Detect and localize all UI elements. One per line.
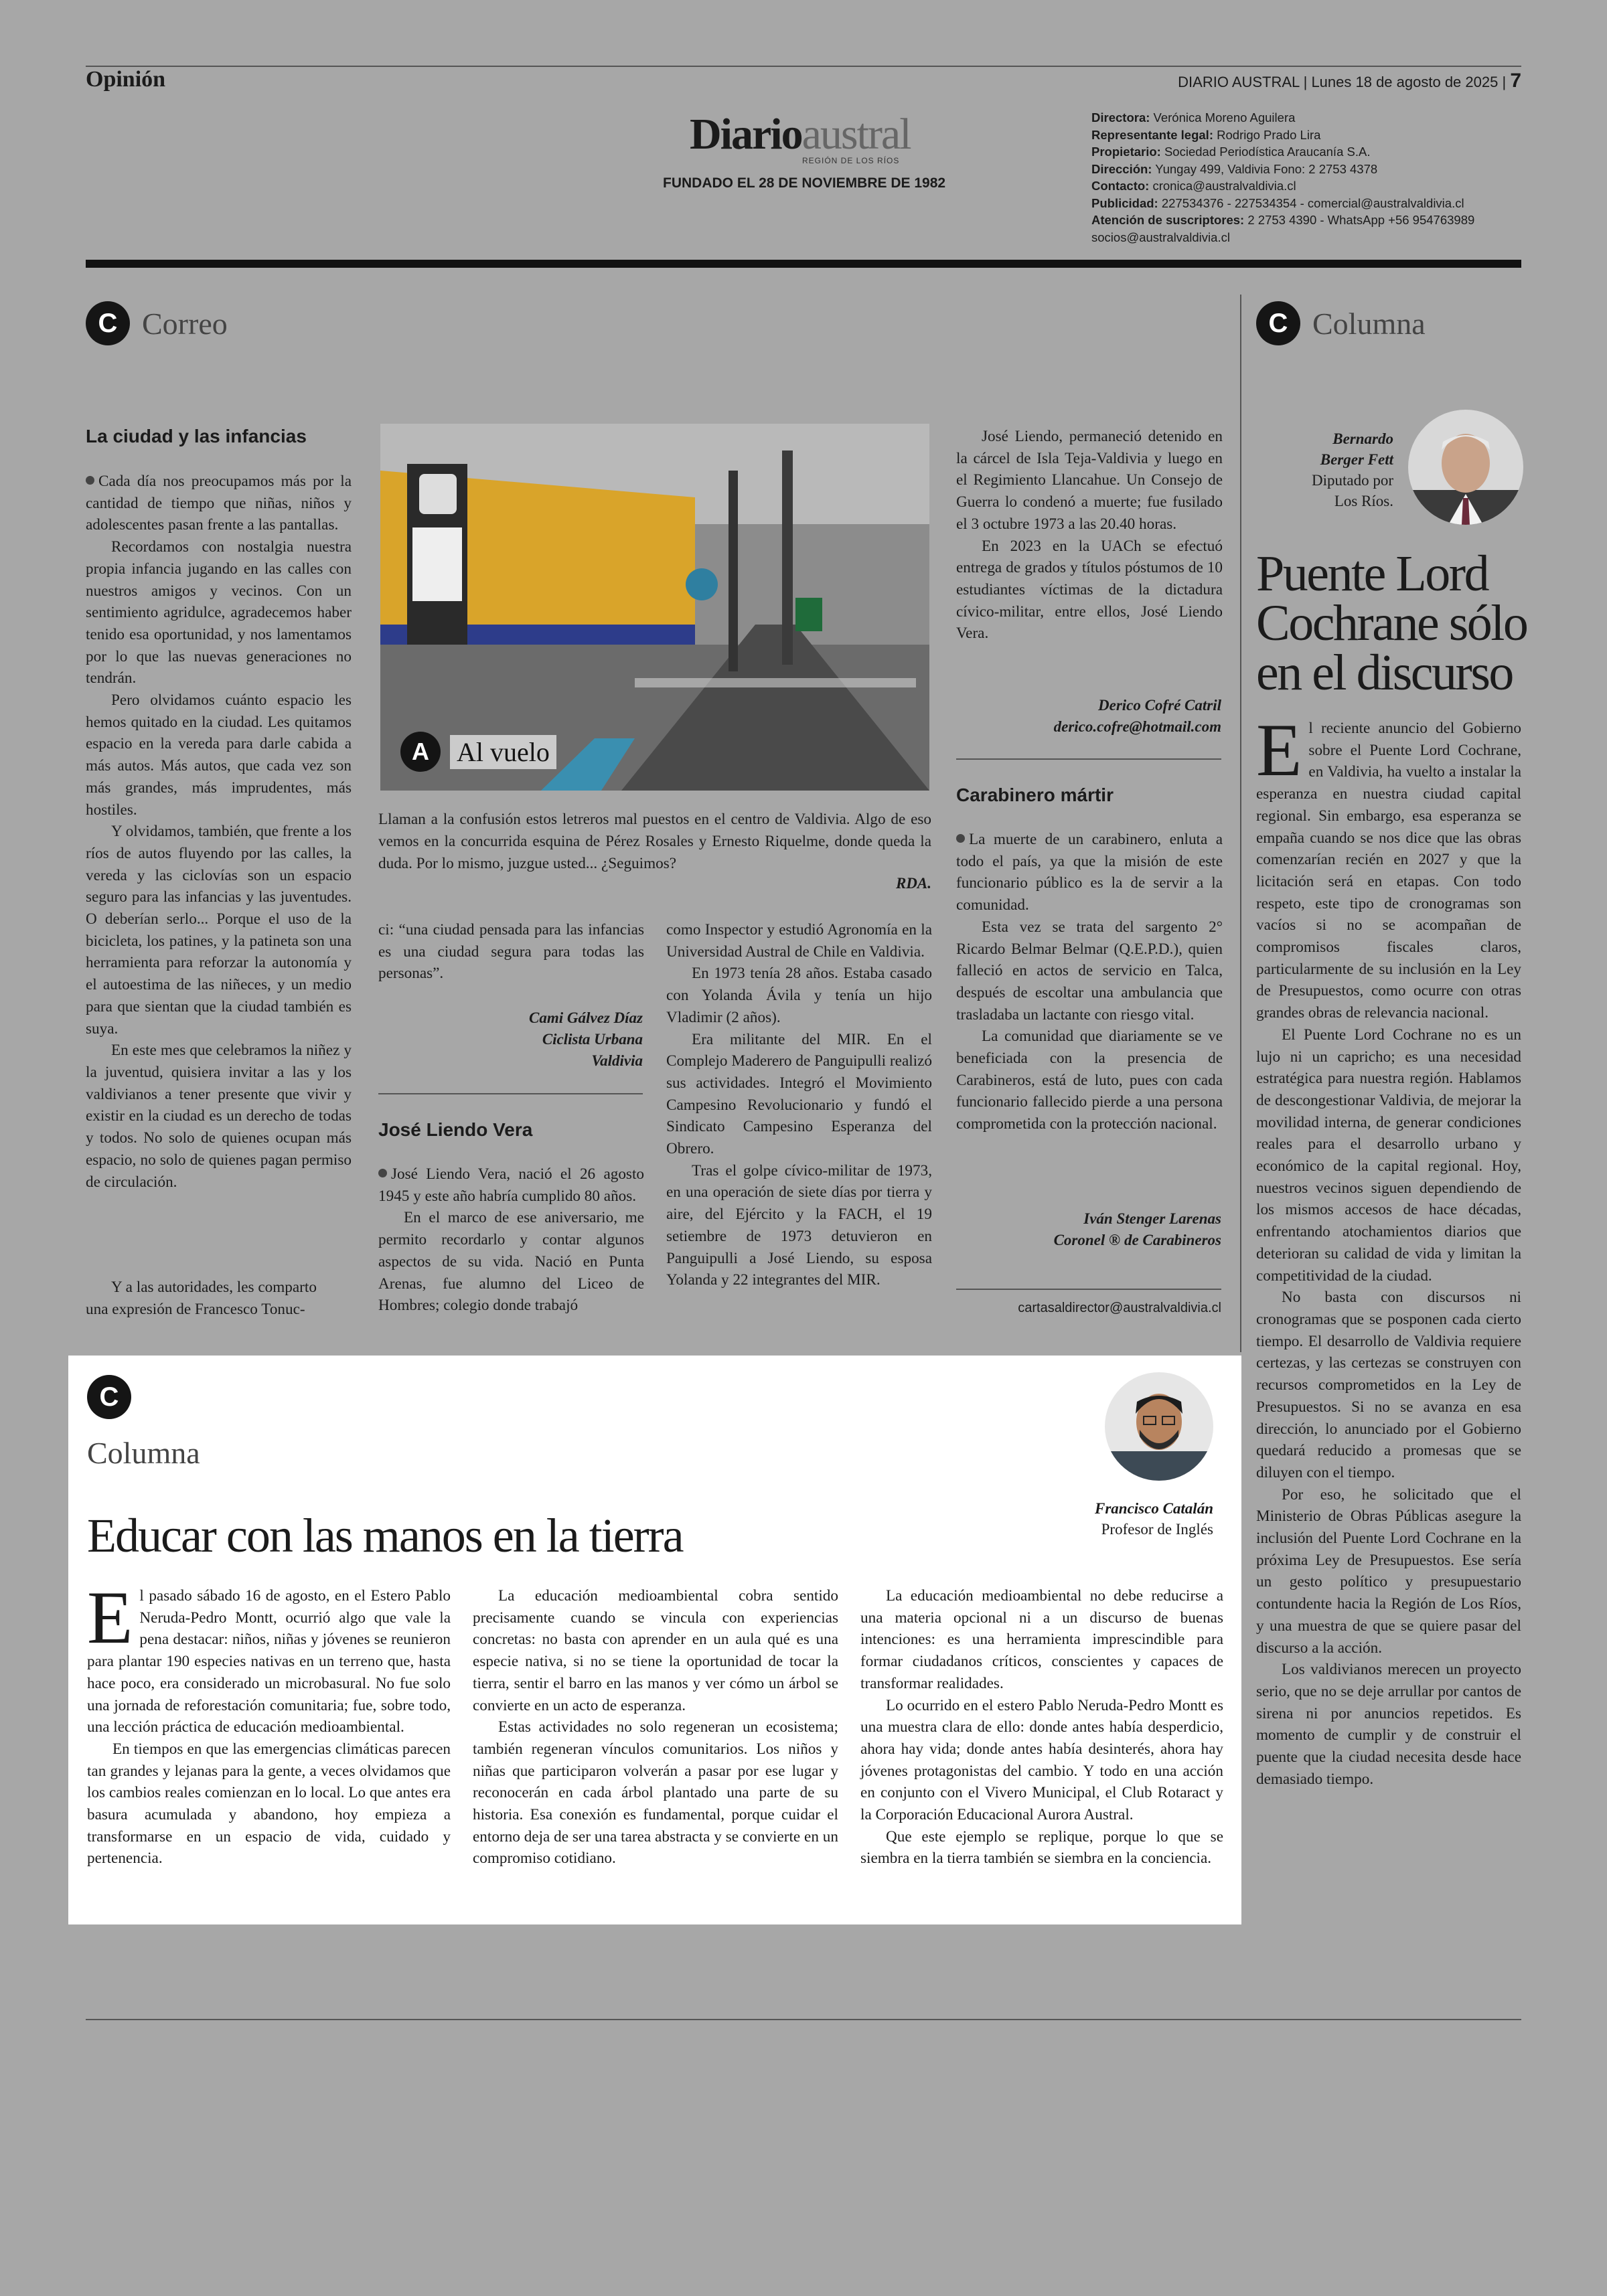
paragraph: Pero olvidamos cuánto espacio les hemos quitado en la ciudad. Les quitamos espacio en la vereda para darle cabida a más autos. Más autos, que cada vez son más grandes, más imprudentes, más hostiles. (86, 691, 352, 819)
column-body (1256, 709, 1521, 1790)
section-title: Correo (142, 306, 228, 341)
paragraph: Estas actividades no solo regeneran un ecosistema; también regeneran vínculos comunitarios. Los niños y niñas que participaron volverán a pasar por ese lugar y reconocerán en cada árbol plantado una parte de su historia. Esa conexión es fundamental, porque cuidar el entorno deja de ser una tarea abstracta y se convierte en un compromiso cotidiano. (473, 1718, 838, 1868)
staff-line: Representante legal: Rodrigo Prado Lira (1091, 127, 1321, 142)
avatar (1408, 410, 1523, 525)
staff-line: Directora: Verónica Moreno Aguilera (1091, 110, 1296, 125)
page-number: 7 (1510, 70, 1521, 92)
paragraph: Lo ocurrido en el estero Pablo Neruda-Pedro Montt es una muestra clara de ello: donde antes había desperdicio, ahora hay vida; donde antes había desinterés, ahora hay jóvenes protagonistas del cambio. Y todo en una acción en conjunto con el Vivero Municipal, el Club Rotaract y la Corporación Educacional Aurora Austral. (860, 1696, 1223, 1824)
paragraph: Por eso, he solicitado que el Ministerio de Obras Públicas asegure la inclusión del Puente Lord Cochrane en la próxima Ley de Presupuestos. Ese sería un gesto político y presupuestario contundente hacia la Región de Los Ríos, y una muestra de que se quiere pasar del discurso a la acción. (1256, 1485, 1521, 1657)
letter-signature (956, 1208, 1221, 1251)
staff-line: socios@australvaldivia.cl (1091, 230, 1230, 244)
letter-body-end (378, 919, 644, 985)
al-vuelo-label (400, 732, 556, 772)
paragraph: El reciente anuncio del Gobierno sobre el Puente Lord Cochrane, en Valdivia, ha vuelto a instalar la esperanza en nuestra ciudad capital regional. Sin embargo, esa esperanza se empaña cuando se nos dice que las obras comenzarían recién en 2027 y que la licitación será en etapas. Con todo respeto, este tipo de cronogramas son vacíos si no se acompañan de compromisos fiscales claros, particularmente de su inclusión en la Ley de Presupuestos, como ocurre con otras grandes obras de relevancia nacional. (1256, 709, 1521, 1022)
column-body-col2 (473, 1585, 838, 1870)
author-byline (958, 1498, 1213, 1540)
paragraph: Que este ejemplo se replique, porque lo que se siembra en la tierra también se siembra en la conciencia. (860, 1827, 1223, 1868)
photo-badge: A (400, 732, 441, 772)
paragraph: como Inspector y estudió Agronomía en la Universidad Austral de Chile en Valdivia. (666, 921, 932, 961)
signature-city: Valdivia (591, 1052, 643, 1069)
paragraph: ci: “una ciudad pensada para las infancias es una ciudad segura para todas las personas”. (378, 921, 644, 983)
paragraph: La educación medioambiental no debe reducirse a una materia opcional ni a un discurso de buenas intenciones: es una herramienta imprescindible para formar ciudadanos críticos, conscientes y capaces de transformar realidades. (860, 1587, 1223, 1692)
paragraph: Los valdivianos merecen un proyecto serio, que no se deje arrullar por cantos de sirena ni por anuncios repetidos. Es momento de cumplir y de construir el puente que la ciudad necesita desde hace demasiado tiempo. (1256, 1661, 1521, 1788)
divider (378, 1093, 643, 1094)
signature-name: Derico Cofré Catril (1098, 697, 1221, 714)
bullet-icon (86, 476, 94, 485)
letter-signature (378, 1007, 643, 1072)
letter-body (86, 471, 352, 1193)
staff-line: Atención de suscriptores: 2 2753 4390 - WhatsApp +56 954763989 (1091, 213, 1475, 227)
section-label: Opinión (86, 67, 166, 92)
author-name: Francisco Catalán (1094, 1500, 1213, 1517)
paragraph: La educación medioambiental cobra sentido precisamente cuando se vincula con experiencias concretas: no basta con aprender en un aula qué es una especie nativa, si no se tiene la oportunidad de tocar la tierra, sentir el barro en las manos y ver cómo un árbol se convierte en un acto de esperanza. (473, 1587, 838, 1714)
divider (956, 1289, 1221, 1290)
letters-email[interactable]: cartasaldirector@australvaldivia.cl (1018, 1301, 1221, 1315)
issue-date: Lunes 18 de agosto de 2025 (1311, 74, 1499, 90)
paragraph: En el marco de ese aniversario, me permito recordarlo y contar algunos aspectos de su vida. Nació en Punta Arenas, fue alumno del Liceo de Hombres; colegio donde trabajó (378, 1209, 644, 1315)
letter-title: Carabinero mártir (956, 785, 1114, 805)
letter-title: José Liendo Vera (378, 1119, 533, 1140)
author-photo (1408, 410, 1523, 525)
top-rule (86, 66, 1521, 67)
paragraph: Cada día nos preocupamos más por la cantidad de tiempo que niñas, niños y adolescentes pasan frente a las pantallas. (86, 473, 352, 534)
paragraph: En este mes que celebramos la niñez y la juventud, quisiera invitar a las y los valdivianos a tener presente que vivir y existir en la ciudad es un derecho de todas y todos. No solo de quienes ocupan más espacio, no solo de quienes pagan permiso de circulación. (86, 1042, 352, 1191)
letter-signature (956, 695, 1221, 738)
letter-body (378, 1163, 644, 1317)
paragraph: José Liendo Vera, nació el 26 agosto 1945 y este año habría cumplido 80 años. (378, 1165, 644, 1205)
letter-body-cont (86, 1277, 352, 1321)
signature-role: Coronel ® de Carabineros (1053, 1232, 1221, 1248)
author-role: Profesor de Inglés (1101, 1521, 1213, 1538)
founded-date: FUNDADO EL 28 DE NOVIEMBRE DE 1982 (663, 175, 946, 191)
section-title: Columna (87, 1436, 200, 1470)
section-badge: C (86, 301, 130, 345)
paragraph: Era militante del MIR. En el Complejo Maderero de Panguipulli realizó sus actividades. Integró el Movimiento Campesino Revolucionario y fundó el Sindicato Campesino Esperanza del Obrero. (666, 1030, 932, 1158)
photo-caption: Llaman a la confusión estos letreros mal puestos en el centro de Valdivia. Algo de eso vemos en la concurrida esquina de Pérez Rosales y Ernesto Riquelme, donde queda la duda. Por lo mismo, juzgue usted... ¿Seguimos? (378, 811, 931, 872)
drop-cap: E (1256, 709, 1302, 792)
paragraph: En 2023 en la UACh se efectuó entrega de grados y títulos póstumos de 10 estudiantes víctimas de la dictadura cívico-militar, entre ellos, José Liendo Vera. (956, 537, 1223, 643)
photo-credit: RDA. (895, 875, 931, 892)
signature-name: Cami Gálvez Díaz (529, 1009, 643, 1026)
bottom-rule (86, 2019, 1521, 2020)
page-reference: DIARIO AUSTRAL | Lunes 18 de agosto de 2025 | 7 (1178, 70, 1521, 92)
bullet-icon (956, 834, 965, 843)
signature-role: Ciclista Urbana (542, 1031, 643, 1048)
column-divider (1240, 295, 1241, 1352)
signature-email: derico.cofre@hotmail.com (1053, 718, 1221, 735)
letter-body-col3 (666, 919, 932, 1291)
drop-cap: E (87, 1576, 133, 1659)
paragraph: En 1973 tenía 28 años. Estaba casado con Yolanda Ávila y tenía un hijo Vladimir (2 años). (666, 965, 932, 1026)
paragraph: El Puente Lord Cochrane no es un lujo ni un capricho; es una necesidad estratégica para nuestra región. Hablamos de descongestionar Valdivia, de mejorar la movilidad interna, de generar condiciones reales para el desarrollo urbano y económico de la capital regional. Hoy, nuestros vecinos siguen dependiendo de los mismos accesos de hace décadas, enfrentando atochamientos diarios que deterioran su calidad de vida y limitan la competitividad de la ciudad. (1256, 1026, 1521, 1285)
paragraph: Tras el golpe cívico-militar de 1973, en una operación de siete días por tierra y aire, del Ejército y la FACH, el 19 setiembre de 1973 detuvieron en Panguipulli a José Liendo, su esposa Yolanda y 22 integrantes del MIR. (666, 1161, 932, 1289)
letter-title: La ciudad y las infancias (86, 426, 307, 446)
column-headline: Educar con las manos en la tierra (87, 1509, 683, 1562)
paragraph: Esta vez se trata del sargento 2° Ricardo Belmar Belmar (Q.E.P.D.), quien falleció en actos de servicio en Talca, después de escoltar una ambulancia que trasladaba un lactante con riesgo vital. (956, 918, 1223, 1023)
staff-line: Propietario: Sociedad Periodística Araucanía S.A. (1091, 145, 1371, 159)
letter-body-col4 (956, 426, 1223, 645)
paragraph: No basta con discursos ni cronogramas que se posponen cada cierto tiempo. El desarrollo de Valdivia requiere certezas, y las certezas se construyen con recursos comprometidos en la Ley de Presupuestos. Si no se avanza en esa dirección, lo anunciado por el Gobierno quedará reducido a promesas que se diluyen con el tiempo. (1256, 1289, 1521, 1481)
column-body-col1 (87, 1576, 451, 1870)
bullet-icon (378, 1169, 387, 1177)
paragraph: una expresión de Francesco Tonuc- (86, 1301, 305, 1318)
avatar (1105, 1372, 1213, 1481)
paragraph: La comunidad que diariamente se ve beneficiada con la presencia de Carabineros, está de luto, pues con cada funcionario fallecido pierde a una persona comprometida con la protección nacional. (956, 1028, 1223, 1133)
columna-section-head (1256, 301, 1426, 345)
paragraph: Y olvidamos, también, que frente a los ríos de autos fluyendo por las calles, la vereda y las ciclovías son un espacio seguro para las infancias y las juventudes. O deberían serlo... Porque el uso de la bicicleta, los patines, y la patineta son una herramienta para reforzar la autonomía y el autoestima de las niñeces, y un medio para que sientan que la ciudad también es suya. (86, 823, 352, 1038)
section-title: Columna (1312, 306, 1426, 341)
author-byline: Bernardo Berger Fett Diputado por Los Ríos. (1311, 430, 1393, 509)
divider (956, 758, 1221, 760)
signature-name: Iván Stenger Larenas (1083, 1210, 1221, 1227)
logo-subtitle: REGIÓN DE LOS RÍOS (802, 156, 900, 165)
paragraph: Recordamos con nostalgia nuestra propia infancia jugando en las calles con nuestros amigos y vecinos. Con un sentimiento agridulce, agradecemos haber tenido esa oportunidad, y nos lamentamos por lo que las nuevas generaciones no tendrán. (86, 538, 352, 687)
column-body-col3 (860, 1585, 1223, 1870)
staff-line: Dirección: Yungay 499, Valdivia Fono: 2 2753 4378 (1091, 161, 1378, 176)
section-badge: C (1256, 301, 1300, 345)
paragraph: José Liendo, permaneció detenido en la cárcel de Isla Teja-Valdivia y luego en el Regimiento Llancahue. Un Consejo de Guerra lo condenó a muerte; fue fusilado el 3 octubre 1973 a las 20.40 horas. (956, 428, 1223, 533)
photo-label-text: Al vuelo (450, 735, 556, 769)
staff-line: Publicidad: 227534376 - 227534354 - comercial@australvaldivia.cl (1091, 195, 1464, 210)
correo-section-head (86, 301, 228, 345)
boxed-section-badge: C (87, 1375, 131, 1419)
newspaper-logo: Diarioaustral (690, 110, 911, 159)
paragraph: El pasado sábado 16 de agosto, en el Estero Pablo Neruda-Pedro Montt, ocurrió algo que vale la pena destacar: niños, niñas y jóvenes se reunieron para plantar 190 especies nativas en un terreno que, hasta hace poco, era considerado un microbasural. No fue solo una jornada de reforestación comunitaria; fue, sobre todo, una lección práctica de educación medioambiental. (87, 1576, 451, 1736)
staff-line: Contacto: cronica@australvaldivia.cl (1091, 179, 1296, 193)
author-photo (1105, 1372, 1213, 1481)
paragraph: En tiempos en que las emergencias climáticas parecen tan grandes y lejanas para la gente, a veces olvidamos que los cambios reales comienzan en lo local. Lo que antes era basura acumulada y abandono, hoy empieza a transformarse en un espacio de vida, cuidado y pertenencia. (87, 1740, 451, 1868)
column-headline: Puente Lord Cochrane sólo en el discurso (1256, 546, 1527, 701)
staff-box (1091, 109, 1474, 246)
letter-body (956, 829, 1223, 1135)
newspaper-name: DIARIO AUSTRAL (1178, 74, 1300, 90)
paragraph: Y a las autoridades, les comparto (111, 1279, 317, 1296)
paragraph: La muerte de un carabinero, enluta a todo el país, ya que la misión de este funcionario público es la de servir a la comunidad. (956, 831, 1223, 914)
header-bottom-bar (86, 260, 1521, 268)
